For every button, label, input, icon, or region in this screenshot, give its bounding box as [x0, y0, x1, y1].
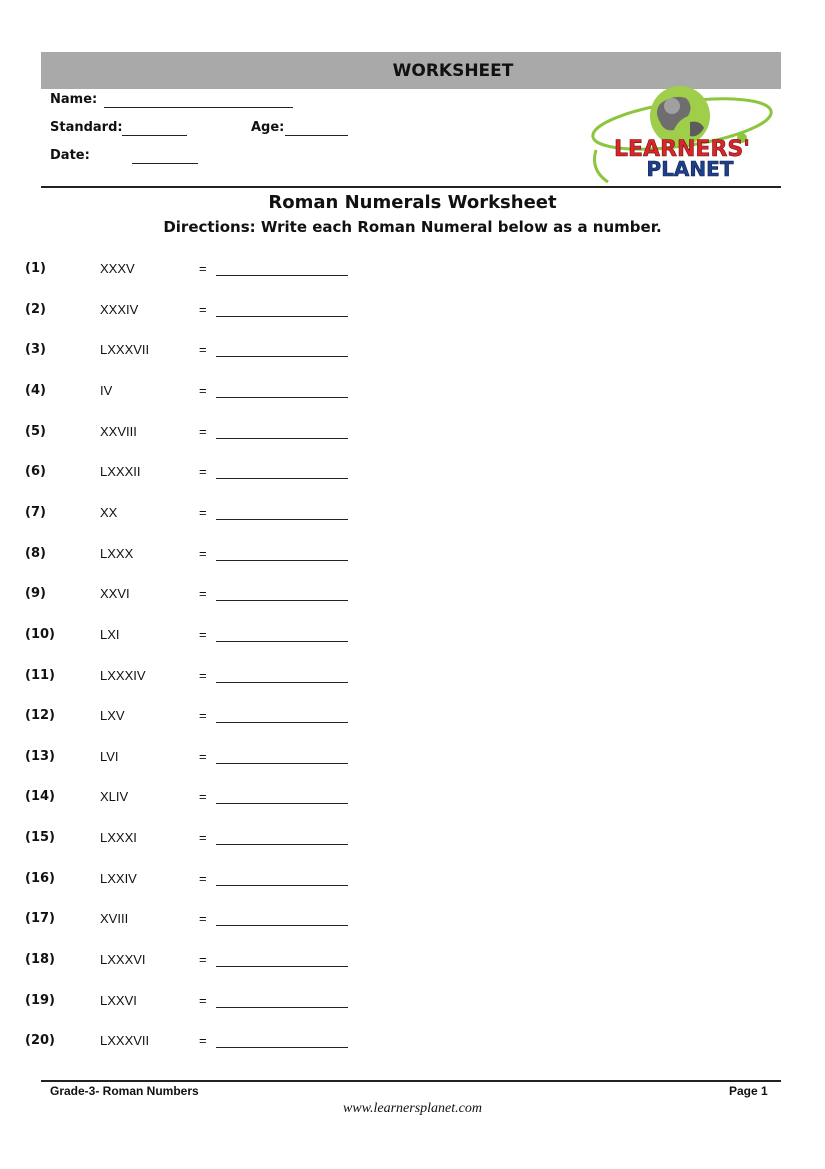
- question-row: [0, 830, 825, 852]
- question-row: [0, 586, 825, 608]
- standard-label: Standard:: [50, 120, 123, 135]
- equals-sign: =: [199, 708, 207, 724]
- roman-numeral: LXXXVI: [100, 952, 146, 968]
- question-row: [0, 464, 825, 486]
- roman-numeral: LXXXVII: [100, 342, 150, 358]
- answer-blank[interactable]: [216, 560, 348, 561]
- equals-sign: =: [199, 748, 207, 764]
- roman-numeral: LXXIV: [100, 870, 137, 886]
- answer-blank[interactable]: [216, 519, 348, 520]
- roman-numeral: XX: [100, 504, 118, 520]
- question-number: (6): [25, 464, 46, 480]
- roman-numeral: XXXIV: [100, 301, 139, 317]
- worksheet-directions: Directions: Write each Roman Numeral below as a number.: [163, 218, 662, 236]
- footer-grade: Grade-3- Roman Numbers: [50, 1084, 199, 1098]
- equals-sign: =: [199, 830, 207, 846]
- answer-blank[interactable]: [216, 885, 348, 886]
- question-row: [0, 708, 825, 730]
- roman-numeral: XVIII: [100, 911, 129, 927]
- question-row: [0, 749, 825, 771]
- answer-blank[interactable]: [216, 844, 348, 845]
- answer-blank[interactable]: [216, 966, 348, 967]
- equals-sign: =: [199, 789, 207, 805]
- question-row: [0, 668, 825, 690]
- age-blank[interactable]: [285, 135, 348, 136]
- roman-numeral: XXVIII: [100, 423, 137, 439]
- date-blank[interactable]: [132, 163, 198, 164]
- equals-sign: =: [199, 667, 207, 683]
- answer-blank[interactable]: [216, 722, 348, 723]
- equals-sign: =: [199, 586, 207, 602]
- question-row: [0, 505, 825, 527]
- footer-url[interactable]: www.learnersplanet.com: [343, 1101, 482, 1116]
- equals-sign: =: [199, 301, 207, 317]
- roman-numeral: LXXX: [100, 545, 134, 561]
- answer-blank[interactable]: [216, 682, 348, 683]
- equals-sign: =: [199, 1033, 207, 1049]
- equals-sign: =: [199, 423, 207, 439]
- worksheet-title: Roman Numerals Worksheet: [268, 192, 557, 213]
- answer-blank[interactable]: [216, 1047, 348, 1048]
- question-number: (1): [25, 261, 46, 276]
- equals-sign: =: [199, 342, 207, 358]
- footer-divider: [41, 1080, 781, 1082]
- question-row: [0, 627, 825, 649]
- header-divider: [41, 186, 781, 188]
- learners-planet-logo: [590, 86, 775, 186]
- answer-blank[interactable]: [216, 438, 348, 439]
- question-number: (2): [25, 301, 46, 317]
- question-number: (14): [25, 789, 55, 805]
- equals-sign: =: [199, 911, 207, 927]
- question-row: [0, 952, 825, 974]
- question-number: (11): [25, 667, 55, 683]
- question-number: (4): [25, 382, 46, 398]
- equals-sign: =: [199, 870, 207, 886]
- question-number: (10): [25, 626, 55, 642]
- question-row: [0, 546, 825, 568]
- answer-blank[interactable]: [216, 397, 348, 398]
- question-number: (7): [25, 504, 46, 520]
- equals-sign: =: [199, 382, 207, 398]
- date-label: Date:: [50, 148, 90, 163]
- question-row: [0, 993, 825, 1015]
- equals-sign: =: [199, 261, 207, 276]
- question-number: (5): [25, 423, 46, 439]
- answer-blank[interactable]: [216, 641, 348, 642]
- question-number: (19): [25, 992, 55, 1008]
- question-number: (18): [25, 952, 55, 968]
- question-number: (3): [25, 342, 46, 358]
- question-number: (16): [25, 870, 55, 886]
- roman-numeral: IV: [100, 382, 113, 398]
- age-label: Age:: [251, 120, 285, 135]
- equals-sign: =: [199, 504, 207, 520]
- name-blank[interactable]: [104, 107, 293, 108]
- logo-line1: LEARNERS': [614, 137, 750, 162]
- roman-numeral: XXVI: [100, 586, 130, 602]
- question-row: [0, 871, 825, 893]
- question-number: (17): [25, 911, 55, 927]
- question-number: (20): [25, 1033, 55, 1049]
- answer-blank[interactable]: [216, 478, 348, 479]
- roman-numeral: XXXV: [100, 261, 135, 276]
- roman-numeral: LXXXIV: [100, 667, 146, 683]
- roman-numeral: LXXVI: [100, 992, 137, 1008]
- question-number: (15): [25, 830, 55, 846]
- answer-blank[interactable]: [216, 316, 348, 317]
- question-number: (9): [25, 586, 46, 602]
- question-row: [0, 1033, 825, 1055]
- standard-blank[interactable]: [122, 135, 187, 136]
- footer-page: Page 1: [729, 1084, 768, 1098]
- roman-numeral: LVI: [100, 748, 119, 764]
- name-label: Name:: [50, 92, 98, 107]
- question-row: [0, 342, 825, 364]
- question-number: (8): [25, 545, 46, 561]
- worksheet-header-title: WORKSHEET: [392, 60, 514, 81]
- question-row: [0, 383, 825, 405]
- question-number: (12): [25, 708, 55, 724]
- answer-blank[interactable]: [216, 763, 348, 764]
- roman-numeral: LXXXI: [100, 830, 137, 846]
- logo-line2: PLANET: [646, 157, 734, 181]
- answer-blank[interactable]: [216, 356, 348, 357]
- equals-sign: =: [199, 992, 207, 1008]
- answer-blank[interactable]: [216, 925, 348, 926]
- answer-blank[interactable]: [216, 275, 348, 276]
- question-number: (13): [25, 748, 55, 764]
- question-row: [0, 261, 825, 283]
- equals-sign: =: [199, 464, 207, 480]
- question-row: [0, 789, 825, 811]
- roman-numeral: LXI: [100, 626, 120, 642]
- answer-blank[interactable]: [216, 1007, 348, 1008]
- answer-blank[interactable]: [216, 803, 348, 804]
- roman-numeral: LXXXII: [100, 464, 141, 480]
- question-row: [0, 424, 825, 446]
- question-row: [0, 911, 825, 933]
- roman-numeral: XLIV: [100, 789, 129, 805]
- roman-numeral: LXV: [100, 708, 125, 724]
- worksheet-header-bar: [41, 52, 781, 89]
- answer-blank[interactable]: [216, 600, 348, 601]
- equals-sign: =: [199, 545, 207, 561]
- question-row: [0, 302, 825, 324]
- equals-sign: =: [199, 952, 207, 968]
- roman-numeral: LXXXVII: [100, 1033, 150, 1049]
- equals-sign: =: [199, 626, 207, 642]
